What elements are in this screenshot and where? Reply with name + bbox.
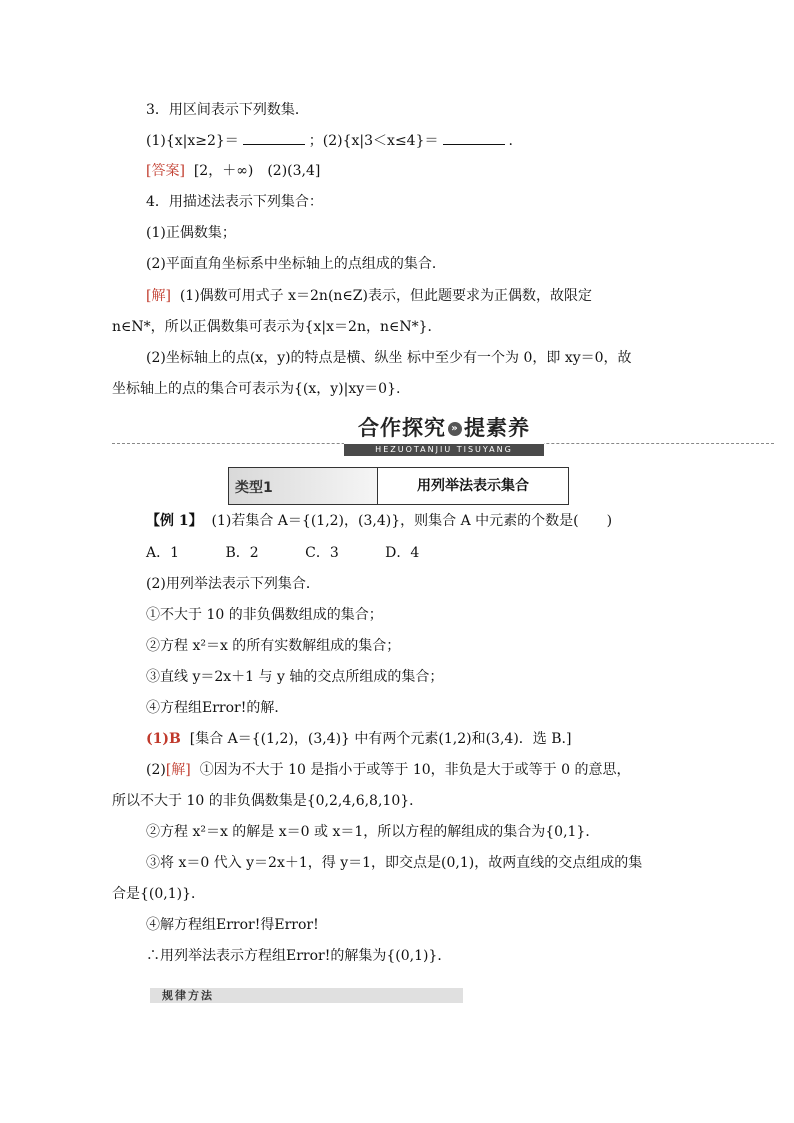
answer2-line7: ∴用列举法表示方程组Error!的解集为{(0,1)}．: [146, 948, 452, 964]
q3-sep: ；(2){x|3＜x≤4}＝: [308, 133, 439, 149]
answer-text: [2，＋∞) (2)(3,4]: [193, 163, 321, 179]
banner-subtitle: HEZUOTANJIU TISUYANG: [344, 444, 544, 456]
answer1-text: [集合 A＝{(1,2)，(3,4)} 中有两个元素(1,2)和(3,4)．选 B.]: [189, 731, 572, 747]
answer-blank-1[interactable]: [243, 132, 305, 145]
example-label: 【例 1】: [146, 513, 203, 529]
example-options: A．1 B．2 C．3 D．4: [146, 545, 420, 561]
method-label: 规律方法: [162, 989, 214, 1002]
arrow-icon: »: [448, 422, 462, 436]
solution-tag: [解]: [146, 288, 171, 304]
example-q1: [146, 510, 612, 530]
banner-title-a: 合作探究: [358, 416, 446, 440]
type-title: 用列举法表示集合: [417, 478, 529, 494]
banner-box: [344, 412, 544, 454]
q4-item1: (1)正偶数集；: [146, 225, 236, 241]
answer2-line3: ②方程 x²＝x 的解是 x＝0 或 x＝1，所以方程的解组成的集合为{0,1}．: [146, 824, 600, 840]
answer2-line5: 合是{(0,1)}．: [112, 886, 206, 902]
answer-tag: [答案]: [146, 163, 185, 179]
section-banner: [112, 410, 774, 454]
answer-blank-2[interactable]: [443, 132, 505, 145]
answer2-text1: ①因为不大于 10 是指小于或等于 10，非负是大于或等于 0 的意思，: [199, 762, 631, 778]
example-sub4: ④方程组Error!的解．: [146, 700, 289, 716]
q3-parts: [146, 130, 513, 150]
answer2-line4: ③将 x＝0 代入 y＝2x＋1，得 y＝1，即交点是(0,1)，故两直线的交点组成的集: [146, 855, 643, 871]
example-q1-text: (1)若集合 A＝{(1,2)，(3,4)}，则集合 A 中元素的个数是( ): [211, 513, 613, 529]
q4-solution2-line2: 坐标轴上的点的集合可表示为{(x，y)|xy＝0}.: [112, 381, 401, 397]
type-header: [228, 467, 569, 505]
answer2-line1: [146, 759, 630, 779]
q3-answer: [146, 160, 320, 180]
type-tag-cell: [229, 468, 378, 504]
banner-title: [344, 412, 544, 442]
answer2-line2: 所以不大于 10 的非负偶数集是{0,2,4,6,8,10}．: [112, 793, 424, 809]
solution1-text: (1)偶数可用式子 x＝2n(n∈Z)表示，但此题要求为正偶数，故限定: [179, 288, 592, 304]
q4-item2: (2)平面直角坐标系中坐标轴上的点组成的集合．: [146, 256, 446, 272]
type-tag: 类型1: [235, 480, 273, 496]
example-q2: (2)用列举法表示下列集合．: [146, 576, 320, 592]
q4-solution1-line2: n∈N*，所以正偶数集可表示为{x|x＝2n，n∈N*}．: [112, 319, 442, 335]
example-sub1: ①不大于 10 的非负偶数组成的集合；: [146, 607, 383, 623]
method-bar: [150, 988, 463, 1003]
q4-title: 4．用描述法表示下列集合：: [146, 194, 323, 210]
q3-title: 3．用区间表示下列数集．: [146, 102, 309, 118]
answer2-prefix: (2): [146, 762, 166, 778]
q4-solution1-line1: [146, 285, 592, 305]
answer1: [146, 728, 571, 748]
answer1-tag: (1)B: [146, 731, 181, 747]
example-sub2: ②方程 x²＝x 的所有实数解组成的集合；: [146, 638, 401, 654]
q3-part1: (1){x|x≥2}＝: [146, 133, 239, 149]
q3-end: .: [508, 133, 513, 149]
example-sub3: ③直线 y＝2x＋1 与 y 轴的交点所组成的集合；: [146, 669, 444, 685]
answer2-line6: ④解方程组Error!得Error!: [146, 917, 319, 933]
answer2-tag: [解]: [165, 762, 191, 778]
q4-solution2-line1: (2)坐标轴上的点(x，y)的特点是横、纵坐 标中至少有一个为 0，即 xy＝0，故: [146, 350, 632, 366]
banner-title-b: 提素养: [464, 416, 530, 440]
